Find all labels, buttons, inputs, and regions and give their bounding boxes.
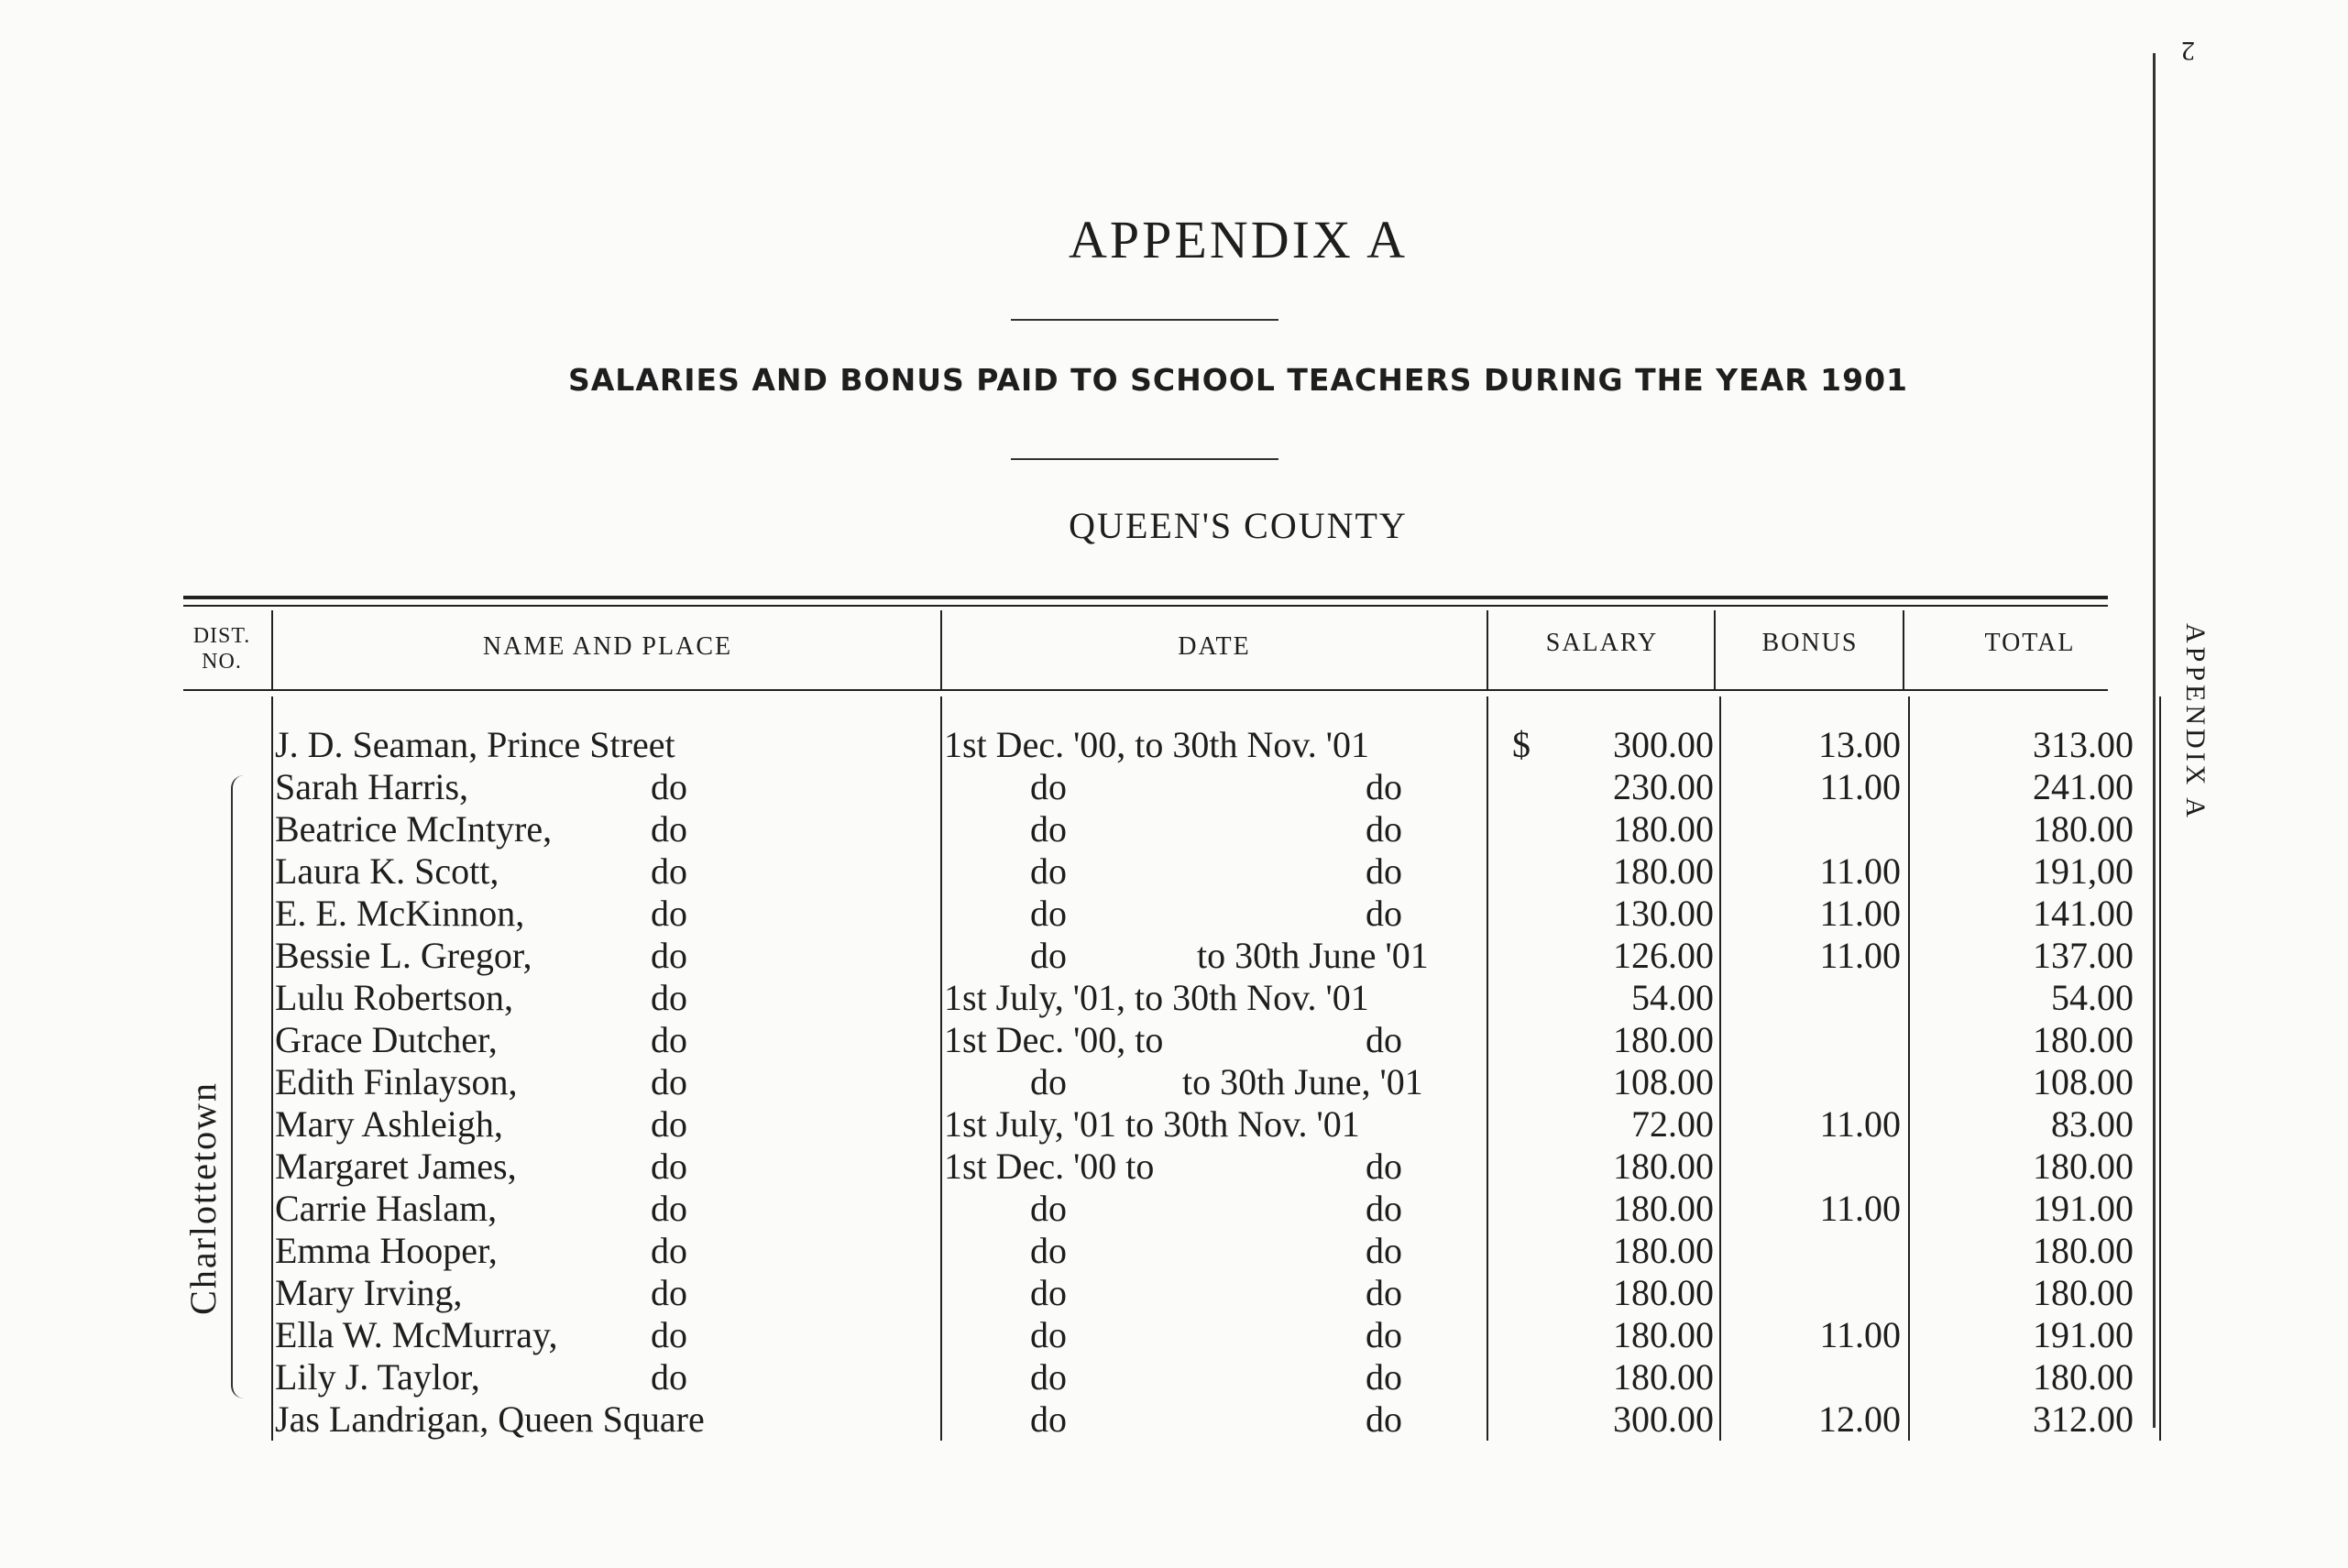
total-value: 180.00 — [2033, 808, 2134, 850]
date-from: do — [1030, 1314, 1067, 1355]
date-from: 1st Dec. '00, to 30th Nov. '01 — [944, 724, 1370, 765]
header-date: DATE — [1178, 632, 1251, 661]
teacher-place: do — [651, 935, 687, 976]
table-row — [0, 1103, 2200, 1146]
table-row — [0, 808, 2200, 850]
subtitle-rule — [1011, 458, 1278, 460]
header-dist-line2: NO. — [202, 650, 242, 674]
salary-value: 230.00 — [1613, 766, 1714, 807]
header-total: TOTAL — [1984, 629, 2076, 657]
appendix-title: APPENDIX A — [1069, 210, 1408, 269]
header-divider — [1487, 610, 1488, 689]
date-from: do — [1030, 1188, 1067, 1229]
teacher-name: E. E. McKinnon, — [275, 893, 525, 934]
table-row — [0, 850, 2200, 893]
table-row — [0, 1019, 2200, 1061]
total-value: 313.00 — [2033, 724, 2134, 765]
date-from: 1st Dec. '00 to — [944, 1146, 1155, 1187]
total-value: 83.00 — [2051, 1103, 2134, 1145]
date-to: do — [1366, 1146, 1402, 1187]
date-to: do — [1366, 1019, 1402, 1060]
teacher-name: Bessie L. Gregor, — [275, 935, 532, 976]
header-divider — [1903, 610, 1904, 689]
total-value: 191.00 — [2033, 1314, 2134, 1355]
date-to: do — [1366, 1188, 1402, 1229]
teacher-name: Mary Ashleigh, — [275, 1103, 503, 1145]
currency-symbol: $ — [1512, 724, 1531, 765]
teacher-name: Sarah Harris, — [275, 766, 469, 807]
district-label: Charlottetown — [182, 1081, 224, 1315]
total-value: 180.00 — [2033, 1230, 2134, 1271]
table-top-rule — [183, 596, 2108, 599]
bonus-value: 11.00 — [1819, 1103, 1901, 1145]
date-to: do — [1366, 1230, 1402, 1271]
salary-value: 126.00 — [1613, 935, 1714, 976]
bonus-value: 11.00 — [1819, 893, 1901, 934]
date-from: do — [1030, 1061, 1067, 1102]
bonus-value: 11.00 — [1819, 850, 1901, 892]
table-row — [0, 724, 2200, 766]
teacher-name: Margaret James, — [275, 1146, 517, 1187]
date-to: do — [1366, 1272, 1402, 1313]
teacher-place: do — [651, 1188, 687, 1229]
date-from: do — [1030, 1356, 1067, 1398]
total-value: 54.00 — [2051, 977, 2134, 1018]
county-heading: QUEEN'S COUNTY — [1069, 505, 1408, 546]
date-from: 1st July, '01, to 30th Nov. '01 — [944, 977, 1369, 1018]
salary-value: 180.00 — [1613, 1146, 1714, 1187]
table-row — [0, 977, 2200, 1019]
salary-value: 180.00 — [1613, 808, 1714, 850]
salary-value: 180.00 — [1613, 1188, 1714, 1229]
table-subtitle: SALARIES AND BONUS PAID TO SCHOOL TEACHERS DURING THE YEAR 1901 — [567, 362, 1908, 398]
date-to: do — [1366, 808, 1402, 850]
teacher-name: Mary Irving, — [275, 1272, 463, 1313]
bonus-value: 11.00 — [1819, 1188, 1901, 1229]
table-row — [0, 1188, 2200, 1230]
teacher-place: do — [651, 1019, 687, 1060]
date-to: do — [1366, 1356, 1402, 1398]
teacher-name: Lily J. Taylor, — [275, 1356, 480, 1398]
header-bonus: BONUS — [1761, 629, 1859, 657]
teacher-place: do — [651, 893, 687, 934]
teacher-name: Carrie Haslam, — [275, 1188, 498, 1229]
teacher-place: do — [651, 766, 687, 807]
total-value: 108.00 — [2033, 1061, 2134, 1102]
total-value: 312.00 — [2033, 1398, 2134, 1440]
teacher-name: Lulu Robertson, — [275, 977, 513, 1018]
teacher-name: Jas Landrigan, Queen Square — [275, 1398, 705, 1440]
header-divider — [1714, 610, 1716, 689]
date-to: do — [1366, 1314, 1402, 1355]
salary-value: 180.00 — [1613, 1356, 1714, 1398]
date-from: do — [1030, 850, 1067, 892]
date-to: to 30th June, '01 — [1182, 1061, 1423, 1102]
title-rule — [1011, 319, 1278, 321]
total-value: 241.00 — [2033, 766, 2134, 807]
table-row — [0, 1146, 2200, 1188]
total-value: 137.00 — [2033, 935, 2134, 976]
header-bottom-rule — [183, 689, 2108, 691]
teacher-place: do — [651, 1314, 687, 1355]
bonus-value: 12.00 — [1818, 1398, 1901, 1440]
teacher-name: Edith Finlayson, — [275, 1061, 518, 1102]
teacher-place: do — [651, 1272, 687, 1313]
salary-value: 180.00 — [1613, 1272, 1714, 1313]
teacher-place: do — [651, 1230, 687, 1271]
date-to: do — [1366, 766, 1402, 807]
teacher-place: do — [651, 850, 687, 892]
teacher-place: do — [651, 1356, 687, 1398]
table-row — [0, 1230, 2200, 1272]
bonus-value: 13.00 — [1818, 724, 1901, 765]
teacher-place: do — [651, 808, 687, 850]
header-divider — [271, 610, 273, 689]
header-dist-line1: DIST. — [192, 624, 251, 648]
date-to: do — [1366, 893, 1402, 934]
table-row — [0, 766, 2200, 808]
table-row — [0, 1061, 2200, 1103]
header-name-place: NAME AND PLACE — [482, 632, 733, 661]
table-row — [0, 1356, 2200, 1398]
total-value: 180.00 — [2033, 1272, 2134, 1313]
salary-value: 180.00 — [1613, 1314, 1714, 1355]
teacher-place: do — [651, 1103, 687, 1145]
date-to: to 30th June '01 — [1197, 935, 1429, 976]
teacher-name: Ella W. McMurray, — [275, 1314, 558, 1355]
table-row — [0, 1398, 2200, 1441]
header-divider — [940, 610, 942, 689]
date-from: 1st Dec. '00, to — [944, 1019, 1164, 1060]
teacher-name: Beatrice McIntyre, — [275, 808, 553, 850]
date-from: 1st July, '01 to 30th Nov. '01 — [944, 1103, 1360, 1145]
salary-value: 300.00 — [1613, 1398, 1714, 1440]
date-to: do — [1366, 850, 1402, 892]
salary-value: 180.00 — [1613, 1230, 1714, 1271]
table-row — [0, 935, 2200, 977]
table-row — [0, 893, 2200, 935]
bonus-value: 11.00 — [1819, 766, 1901, 807]
date-from: do — [1030, 766, 1067, 807]
teacher-place: do — [651, 977, 687, 1018]
table-row — [0, 1272, 2200, 1314]
teacher-place: do — [651, 1061, 687, 1102]
table-row — [0, 1314, 2200, 1356]
bonus-value: 11.00 — [1819, 1314, 1901, 1355]
bonus-value: 11.00 — [1819, 935, 1901, 976]
running-head: APPENDIX A — [2180, 623, 2211, 821]
total-value: 141.00 — [2033, 893, 2134, 934]
date-from: do — [1030, 1230, 1067, 1271]
date-from: do — [1030, 808, 1067, 850]
salary-value: 108.00 — [1613, 1061, 1714, 1102]
salary-value: 300.00 — [1613, 724, 1714, 765]
teacher-name: J. D. Seaman, Prince Street — [275, 724, 675, 765]
total-value: 191.00 — [2033, 1188, 2134, 1229]
date-from: do — [1030, 1272, 1067, 1313]
teacher-name: Laura K. Scott, — [275, 850, 499, 892]
date-to: do — [1366, 1398, 1402, 1440]
salary-value: 72.00 — [1631, 1103, 1714, 1145]
table-top-rule-thin — [183, 605, 2108, 607]
date-from: do — [1030, 893, 1067, 934]
total-value: 180.00 — [2033, 1146, 2134, 1187]
total-value: 180.00 — [2033, 1356, 2134, 1398]
total-value: 180.00 — [2033, 1019, 2134, 1060]
date-from: do — [1030, 935, 1067, 976]
date-from: do — [1030, 1398, 1067, 1440]
salary-value: 180.00 — [1613, 1019, 1714, 1060]
teacher-name: Grace Dutcher, — [275, 1019, 498, 1060]
teacher-name: Emma Hooper, — [275, 1230, 498, 1271]
salary-value: 180.00 — [1613, 850, 1714, 892]
salary-value: 54.00 — [1631, 977, 1714, 1018]
teacher-place: do — [651, 1146, 687, 1187]
header-dist-no — [181, 623, 262, 674]
total-value: 191,00 — [2033, 850, 2134, 892]
header-salary: SALARY — [1545, 629, 1659, 657]
page-number: 2 — [2181, 36, 2195, 66]
salary-value: 130.00 — [1613, 893, 1714, 934]
